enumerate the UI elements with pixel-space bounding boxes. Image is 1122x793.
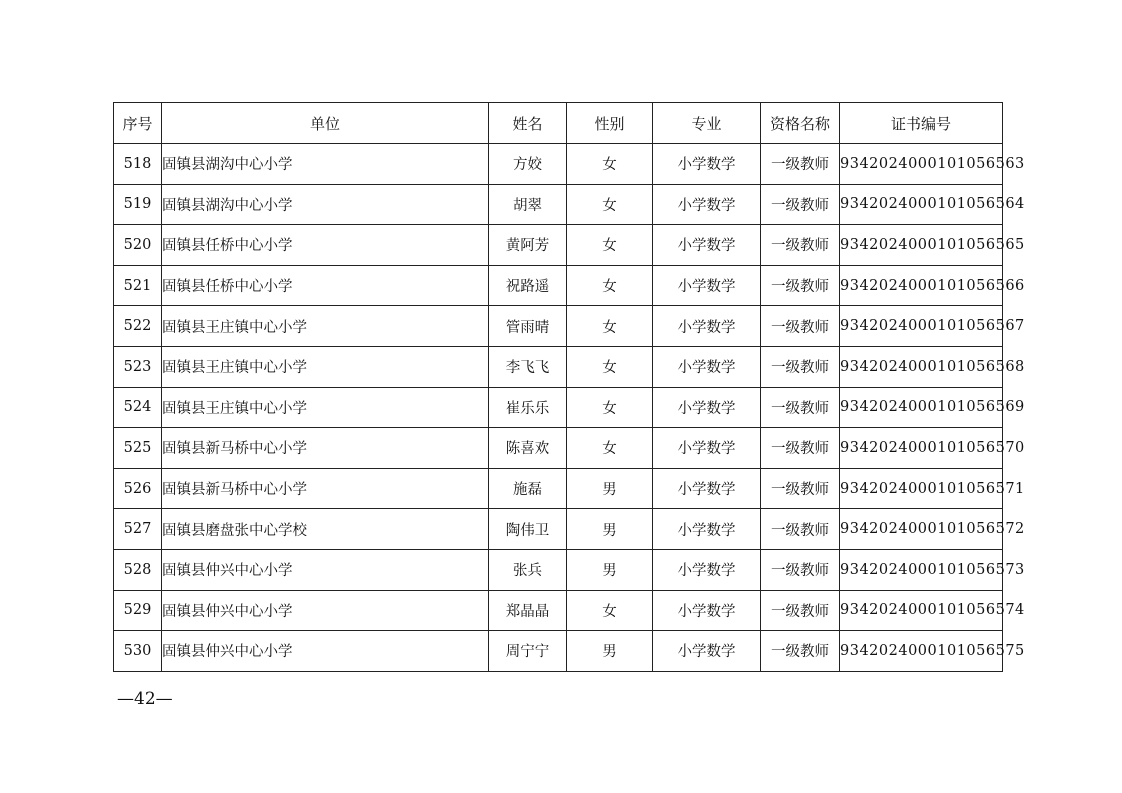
table-row <box>114 265 1003 306</box>
cell-major: 小学数学 <box>653 225 761 266</box>
table-row <box>114 306 1003 347</box>
cell-name: 陈喜欢 <box>489 428 567 469</box>
table-header-row <box>114 103 1003 144</box>
cell-major: 小学数学 <box>653 144 761 185</box>
cell-cert-no: 9342024000101056572 <box>840 509 1003 550</box>
table-body <box>114 144 1025 672</box>
table-row <box>114 387 1003 428</box>
cell-seq: 526 <box>114 468 162 509</box>
cell-sex: 女 <box>567 590 653 631</box>
table-row <box>114 468 1003 509</box>
cell-name: 祝路遥 <box>489 265 567 306</box>
cell-qualification: 一级教师 <box>761 468 840 509</box>
cell-qualification: 一级教师 <box>761 549 840 590</box>
cell-seq: 521 <box>114 265 162 306</box>
cell-name: 方姣 <box>489 144 567 185</box>
cell-cert-no: 9342024000101056567 <box>840 306 1003 347</box>
cell-unit: 固镇县任桥中心小学 <box>162 265 489 306</box>
cell-unit: 固镇县磨盘张中心学校 <box>162 509 489 550</box>
cell-unit: 固镇县仲兴中心小学 <box>162 631 489 672</box>
cell-name: 黄阿芳 <box>489 225 567 266</box>
cell-cert-no: 9342024000101056570 <box>840 428 1003 469</box>
page-number: —42— <box>117 689 173 709</box>
cell-cert-no: 9342024000101056574 <box>840 590 1003 631</box>
header-unit: 单位 <box>162 103 489 144</box>
cell-qualification: 一级教师 <box>761 346 840 387</box>
cell-sex: 女 <box>567 306 653 347</box>
cell-qualification: 一级教师 <box>761 590 840 631</box>
cell-qualification: 一级教师 <box>761 265 840 306</box>
cell-name: 李飞飞 <box>489 346 567 387</box>
cell-name: 陶伟卫 <box>489 509 567 550</box>
cell-sex: 男 <box>567 549 653 590</box>
cell-qualification: 一级教师 <box>761 631 840 672</box>
table-row <box>114 549 1003 590</box>
header-qualification: 资格名称 <box>761 103 840 144</box>
cell-cert-no: 9342024000101056565 <box>840 225 1003 266</box>
cell-seq: 523 <box>114 346 162 387</box>
cell-major: 小学数学 <box>653 184 761 225</box>
cell-sex: 女 <box>567 387 653 428</box>
cell-unit: 固镇县仲兴中心小学 <box>162 549 489 590</box>
cell-sex: 女 <box>567 184 653 225</box>
cell-seq: 525 <box>114 428 162 469</box>
cell-cert-no: 9342024000101056564 <box>840 184 1003 225</box>
cell-qualification: 一级教师 <box>761 306 840 347</box>
cell-unit: 固镇县王庄镇中心小学 <box>162 306 489 347</box>
cell-seq: 530 <box>114 631 162 672</box>
header-sex: 性别 <box>567 103 653 144</box>
table-row <box>114 225 1003 266</box>
cell-unit: 固镇县新马桥中心小学 <box>162 468 489 509</box>
cell-major: 小学数学 <box>653 509 761 550</box>
cell-major: 小学数学 <box>653 387 761 428</box>
cell-qualification: 一级教师 <box>761 387 840 428</box>
cell-qualification: 一级教师 <box>761 144 840 185</box>
cell-sex: 女 <box>567 346 653 387</box>
table-row <box>114 509 1003 550</box>
header-certificate-no: 证书编号 <box>840 103 1003 144</box>
cell-name: 管雨晴 <box>489 306 567 347</box>
table-row <box>114 428 1003 469</box>
cell-cert-no: 9342024000101056573 <box>840 549 1003 590</box>
cell-unit: 固镇县仲兴中心小学 <box>162 590 489 631</box>
cell-unit: 固镇县湖沟中心小学 <box>162 144 489 185</box>
table-row <box>114 590 1003 631</box>
cell-major: 小学数学 <box>653 306 761 347</box>
cell-sex: 女 <box>567 144 653 185</box>
cell-seq: 529 <box>114 590 162 631</box>
cell-sex: 女 <box>567 428 653 469</box>
cell-seq: 522 <box>114 306 162 347</box>
cell-unit: 固镇县王庄镇中心小学 <box>162 387 489 428</box>
teacher-roster-table <box>113 102 1025 672</box>
cell-unit: 固镇县湖沟中心小学 <box>162 184 489 225</box>
cell-seq: 528 <box>114 549 162 590</box>
cell-seq: 518 <box>114 144 162 185</box>
header-seq: 序号 <box>114 103 162 144</box>
table-row <box>114 346 1003 387</box>
cell-sex: 男 <box>567 509 653 550</box>
cell-sex: 女 <box>567 265 653 306</box>
cell-cert-no: 9342024000101056571 <box>840 468 1003 509</box>
cell-major: 小学数学 <box>653 346 761 387</box>
cell-sex: 男 <box>567 468 653 509</box>
cell-qualification: 一级教师 <box>761 428 840 469</box>
cell-name: 郑晶晶 <box>489 590 567 631</box>
cell-cert-no: 9342024000101056575 <box>840 631 1003 672</box>
cell-qualification: 一级教师 <box>761 184 840 225</box>
table-row <box>114 144 1003 185</box>
cell-qualification: 一级教师 <box>761 225 840 266</box>
cell-name: 胡翠 <box>489 184 567 225</box>
cell-unit: 固镇县任桥中心小学 <box>162 225 489 266</box>
cell-cert-no: 9342024000101056563 <box>840 144 1003 185</box>
cell-unit: 固镇县新马桥中心小学 <box>162 428 489 469</box>
cell-seq: 524 <box>114 387 162 428</box>
cell-name: 施磊 <box>489 468 567 509</box>
cell-name: 张兵 <box>489 549 567 590</box>
cell-major: 小学数学 <box>653 265 761 306</box>
table-row <box>114 631 1003 672</box>
cell-sex: 男 <box>567 631 653 672</box>
cell-major: 小学数学 <box>653 428 761 469</box>
cell-major: 小学数学 <box>653 468 761 509</box>
table-row <box>114 184 1003 225</box>
cell-qualification: 一级教师 <box>761 509 840 550</box>
cell-cert-no: 9342024000101056568 <box>840 346 1003 387</box>
header-name: 姓名 <box>489 103 567 144</box>
cell-major: 小学数学 <box>653 549 761 590</box>
cell-major: 小学数学 <box>653 631 761 672</box>
cell-sex: 女 <box>567 225 653 266</box>
cell-seq: 520 <box>114 225 162 266</box>
cell-major: 小学数学 <box>653 590 761 631</box>
cell-name: 周宁宁 <box>489 631 567 672</box>
cell-unit: 固镇县王庄镇中心小学 <box>162 346 489 387</box>
cell-name: 崔乐乐 <box>489 387 567 428</box>
header-major: 专业 <box>653 103 761 144</box>
cell-seq: 527 <box>114 509 162 550</box>
cell-cert-no: 9342024000101056566 <box>840 265 1003 306</box>
cell-cert-no: 9342024000101056569 <box>840 387 1003 428</box>
cell-seq: 519 <box>114 184 162 225</box>
